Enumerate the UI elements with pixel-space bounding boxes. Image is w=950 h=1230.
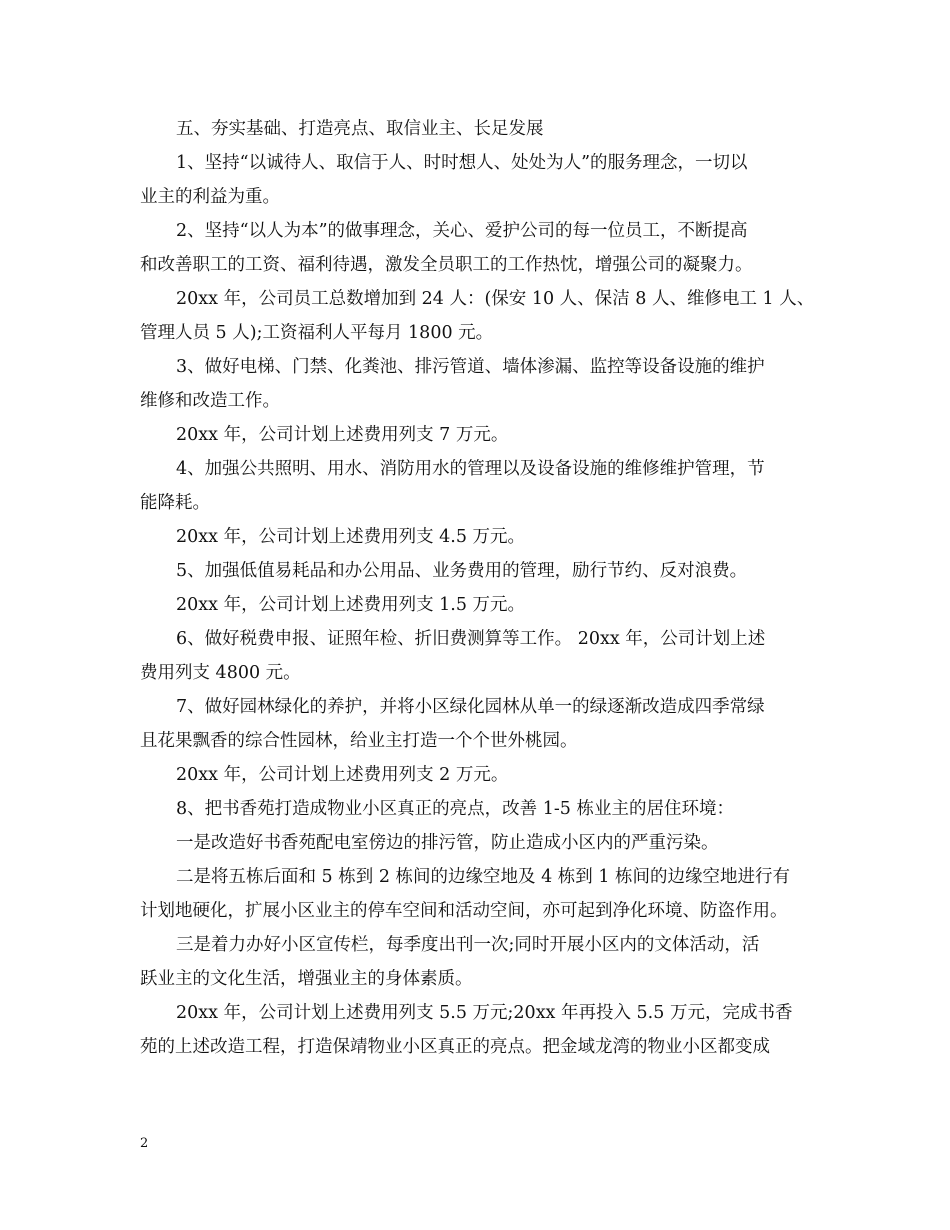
text-line: 计划地硬化，扩展小区业主的停车空间和活动空间，亦可起到净化环境、防盗作用。 — [140, 901, 788, 921]
text-line: 一是改造好书香苑配电室傍边的排污管，防止造成小区内的严重污染。 — [176, 833, 719, 853]
text-line: 五、夯实基础、打造亮点、取信业主、长足发展 — [176, 119, 544, 139]
text-line: 20xx 年，公司计划上述费用列支 4.5 万元。 — [176, 527, 526, 547]
text-line: 4、加强公共照明、用水、消防用水的管理以及设备设施的维修维护管理，节 — [176, 459, 765, 479]
text-line: 三是着力办好小区宣传栏，每季度出刊一次;同时开展小区内的文体活动，活 — [176, 935, 760, 955]
text-line: 维修和改造工作。 — [140, 391, 280, 411]
document-body — [140, 112, 820, 1064]
text-line: 业主的利益为重。 — [140, 187, 280, 207]
text-line: 能降耗。 — [140, 493, 210, 513]
text-line: 管理人员 5 人);工资福利人平每月 1800 元。 — [140, 323, 494, 343]
text-line: 8、把书香苑打造成物业小区真正的亮点，改善 1-5 栋业主的居住环境： — [176, 799, 734, 819]
text-line: 20xx 年，公司计划上述费用列支 5.5 万元;20xx 年再投入 5.5 万元，完成书香 — [176, 1003, 793, 1023]
text-line: 2、坚持“以人为本”的做事理念，关心、爱护公司的每一位员工，不断提高 — [176, 221, 748, 241]
text-line: 且花果飘香的综合性园林，给业主打造一个个世外桃园。 — [140, 731, 578, 751]
text-line: 7、做好园林绿化的养护，并将小区绿化园林从单一的绿逐渐改造成四季常绿 — [176, 697, 765, 717]
text-line: 20xx 年，公司员工总数增加到 24 人：(保安 10 人、保洁 8 人、维修电工 1 人、 — [176, 289, 815, 309]
text-line: 苑的上述改造工程，打造保靖物业小区真正的亮点。把金域龙湾的物业小区都变成 — [140, 1037, 770, 1057]
text-line: 费用列支 4800 元。 — [140, 663, 301, 683]
text-line: 20xx 年，公司计划上述费用列支 1.5 万元。 — [176, 595, 526, 615]
text-line: 20xx 年，公司计划上述费用列支 7 万元。 — [176, 425, 509, 445]
page-number: 2 — [140, 1136, 149, 1151]
text-line: 二是将五栋后面和 5 栋到 2 栋间的边缘空地及 4 栋到 1 栋间的边缘空地进行有 — [176, 867, 791, 887]
text-line: 跃业主的文化生活，增强业主的身体素质。 — [140, 969, 473, 989]
text-line: 3、做好电梯、门禁、化粪池、排污管道、墙体渗漏、监控等设备设施的维护 — [176, 357, 765, 377]
text-line: 6、做好税费申报、证照年检、折旧费测算等工作。 20xx 年，公司计划上述 — [176, 629, 766, 649]
text-line: 和改善职工的工资、福利待遇，激发全员职工的工作热忱，增强公司的凝聚力。 — [140, 255, 753, 275]
text-line: 20xx 年，公司计划上述费用列支 2 万元。 — [176, 765, 509, 785]
text-line: 1、坚持“以诚待人、取信于人、时时想人、处处为人”的服务理念，一切以 — [176, 153, 748, 173]
text-line: 5、加强低值易耗品和办公用品、业务费用的管理，励行节约、反对浪费。 — [176, 561, 748, 581]
